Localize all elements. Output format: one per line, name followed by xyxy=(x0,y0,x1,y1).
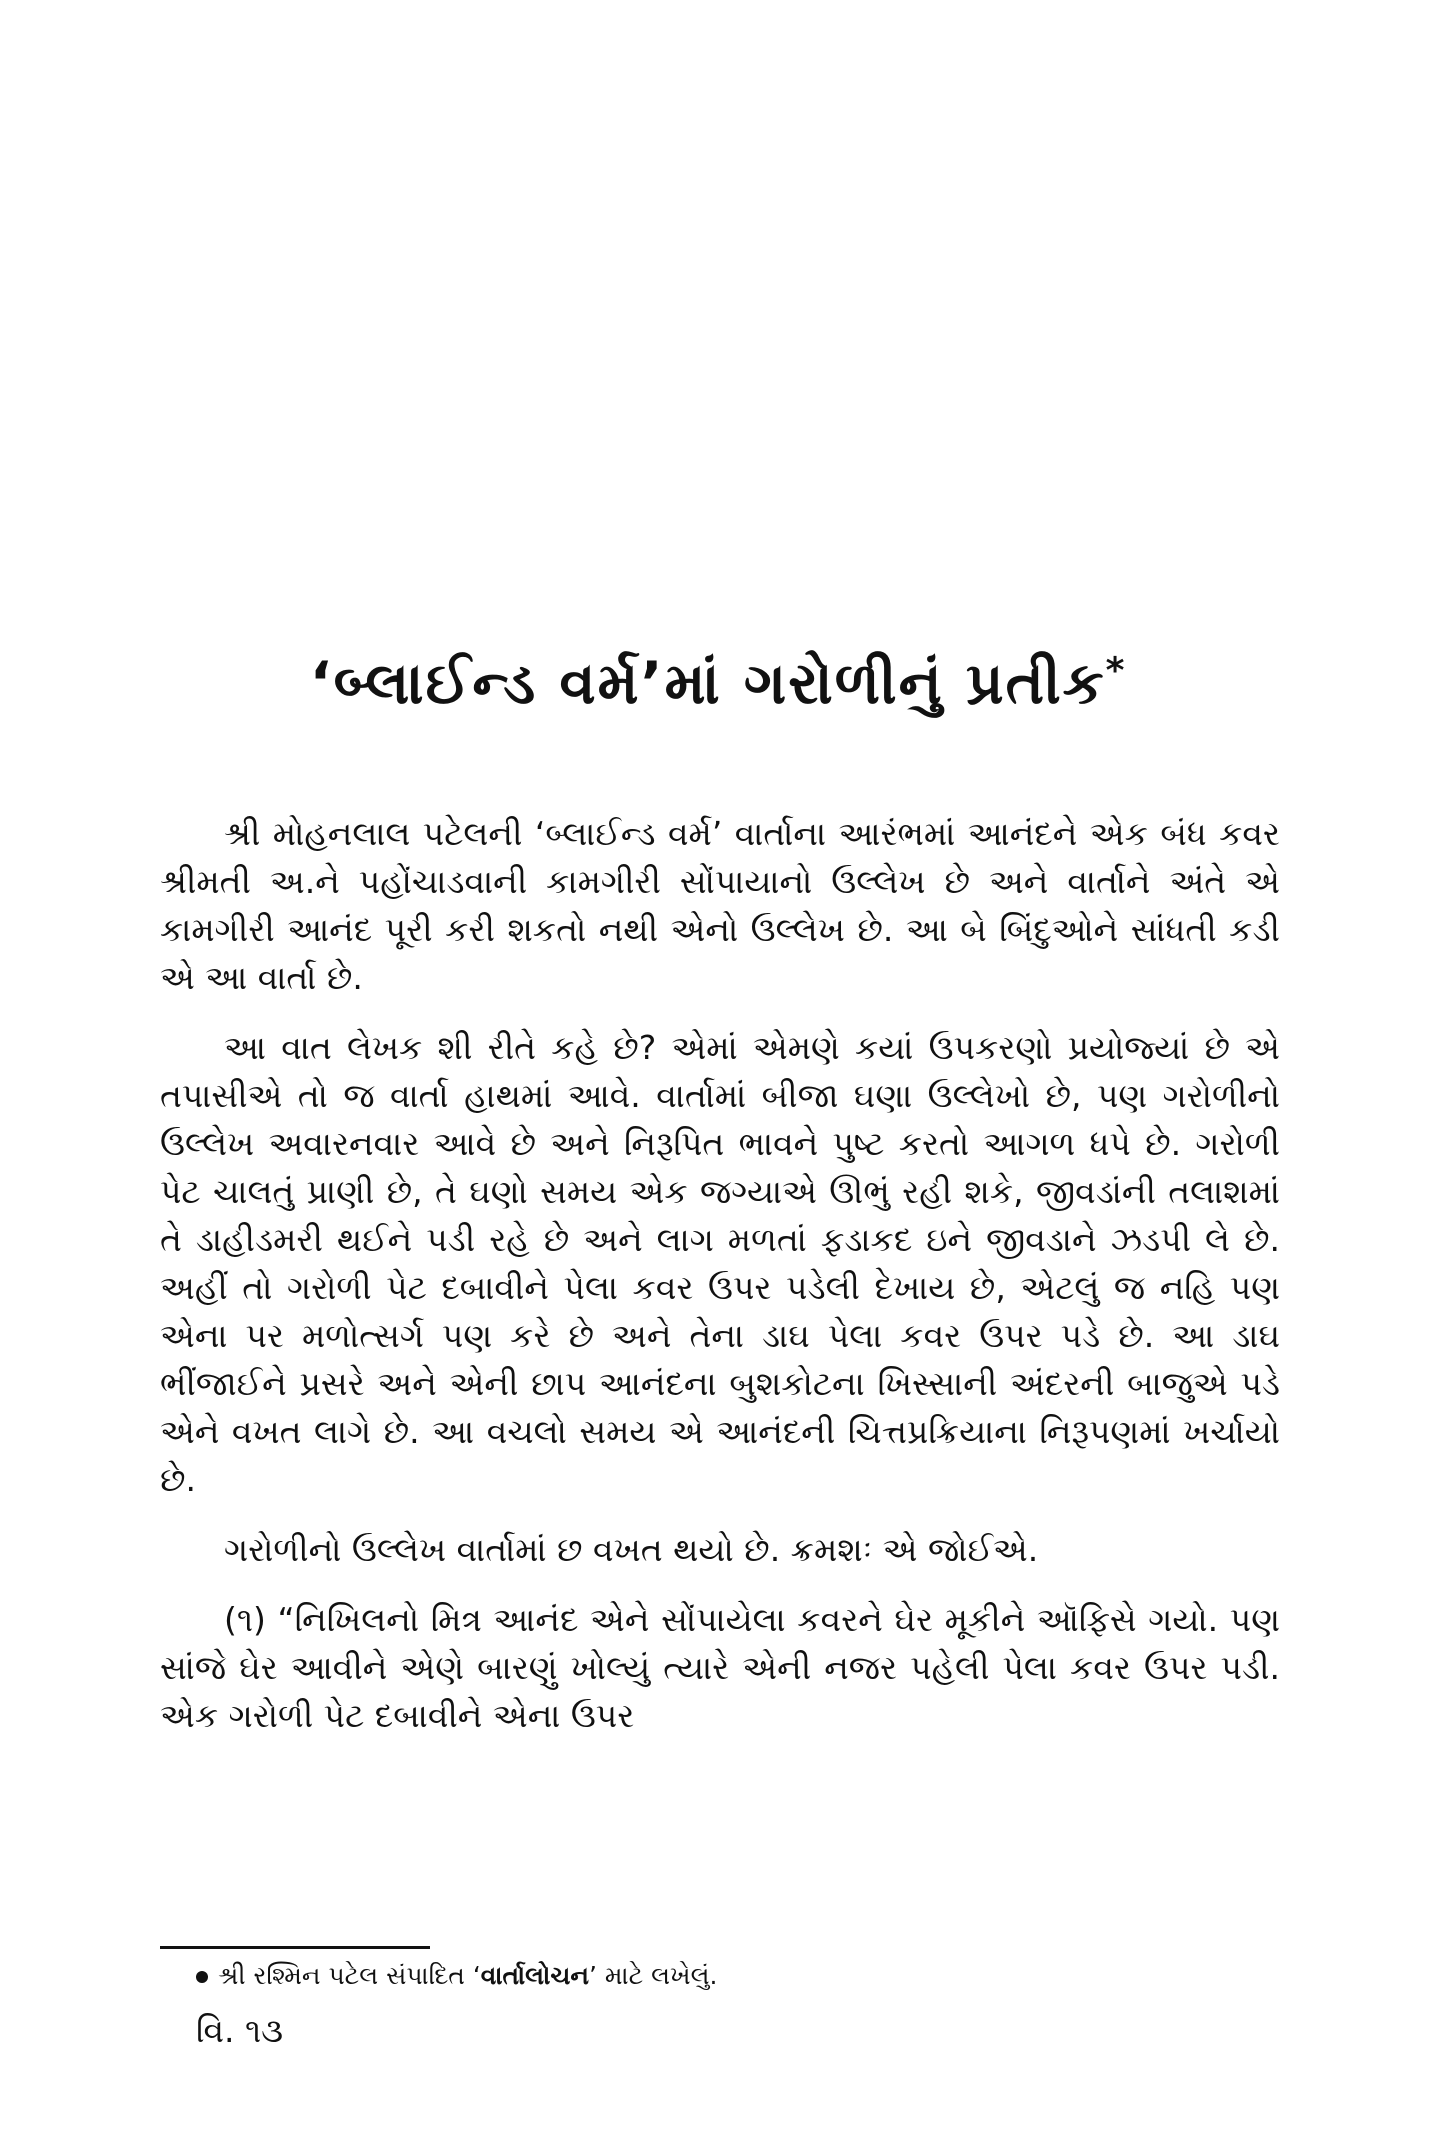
footnote-marker: * xyxy=(1105,650,1127,692)
footnote-suffix: ’ માટે લખેલું. xyxy=(588,1961,718,1990)
bullet-icon xyxy=(196,1971,208,1983)
footnote xyxy=(196,1960,717,1992)
footnote-divider xyxy=(160,1946,430,1949)
title-text: ‘બ્લાઈન્ડ વર્મ’માં ગરોળીનું પ્રતીક xyxy=(309,648,1106,717)
paragraph-3: ગરોળીનો ઉલ્લેખ વાર્તામાં છ વખત થયો છે. ક્રમશઃ એ જોઈએ. xyxy=(224,1530,1039,1569)
paragraph-4: (૧) “નિખિલનો મિત્ર આનંદ એને સોંપાયેલા કવરને ઘેર મૂકીને ઑફિસે ગયો. પણ સાંજે ઘેર આવીને એણે બારણું ખોલ્યું ત્યારે એની નજર પહેલી પેલા કવર ઉપર પડી. એક ગરોળી પેટ દબાવીને એના ઉપર xyxy=(160,1600,1280,1735)
footnote-book-title: વાર્તાલોચન xyxy=(480,1961,589,1990)
page-signature: વિ. ૧૩ xyxy=(196,2011,284,2050)
paragraph-2: આ વાત લેખક શી રીતે કહે છે? એમાં એમણે કયાં ઉપકરણો પ્રયોજ્યાં છે એ તપાસીએ તો જ વાર્તા હાથમાં આવે. વાર્તામાં બીજા ઘણા ઉલ્લેખો છે, પણ ગરોળીનો ઉલ્લેખ અવારનવાર આવે છે અને નિરૂપિત ભાવને પુષ્ટ કરતો આગળ ધપે છે. ગરોળી પેટ ચાલતું પ્રાણી છે, તે ઘણો સમય એક જગ્યાએ ઊભું રહી શકે, જીવડાંની તલાશમાં તે ડાહીડમરી થઈને પડી રહે છે અને લાગ મળતાં ફડાકદ ઇને જીવડાને ઝડપી લે છે. અહીં તો ગરોળી પેટ દબાવીને પેલા કવર ઉપર પડેલી દેખાય છે, એટલું જ નહિ પણ એના પર મળોત્સર્ગ પણ કરે છે અને તેના ડાઘ પેલા કવર ઉપર પડે છે. આ ડાઘ ભીંજાઈને પ્રસરે અને એની છાપ આનંદના બુશકોટના ખિસ્સાની અંદરની બાજુએ પડે એને વખત લાગે છે. આ વચલો સમય એ આનંદની ચિત્તપ્રક્રિયાના નિરૂપણમાં ખર્ચાયો છે. xyxy=(160,1028,1280,1499)
paragraph-1: શ્રી મોહનલાલ પટેલની ‘બ્લાઈન્ડ વર્મ’ વાર્તાના આરંભમાં આનંદને એક બંધ કવર શ્રીમતી અ.ને પહોંચાડવાની કામગીરી સોંપાયાનો ઉલ્લેખ છે અને વાર્તાને અંતે એ કામગીરી આનંદ પૂરી કરી શકતો નથી એનો ઉલ્લેખ છે. આ બે બિંદુઓને સાંધતી કડી એ આ વાર્તા છે. xyxy=(160,814,1280,997)
article-body xyxy=(160,810,1280,1762)
footnote-prefix: શ્રી રશ્મિન પટેલ સંપાદિત ‘ xyxy=(218,1961,481,1990)
page-title xyxy=(160,649,1276,718)
